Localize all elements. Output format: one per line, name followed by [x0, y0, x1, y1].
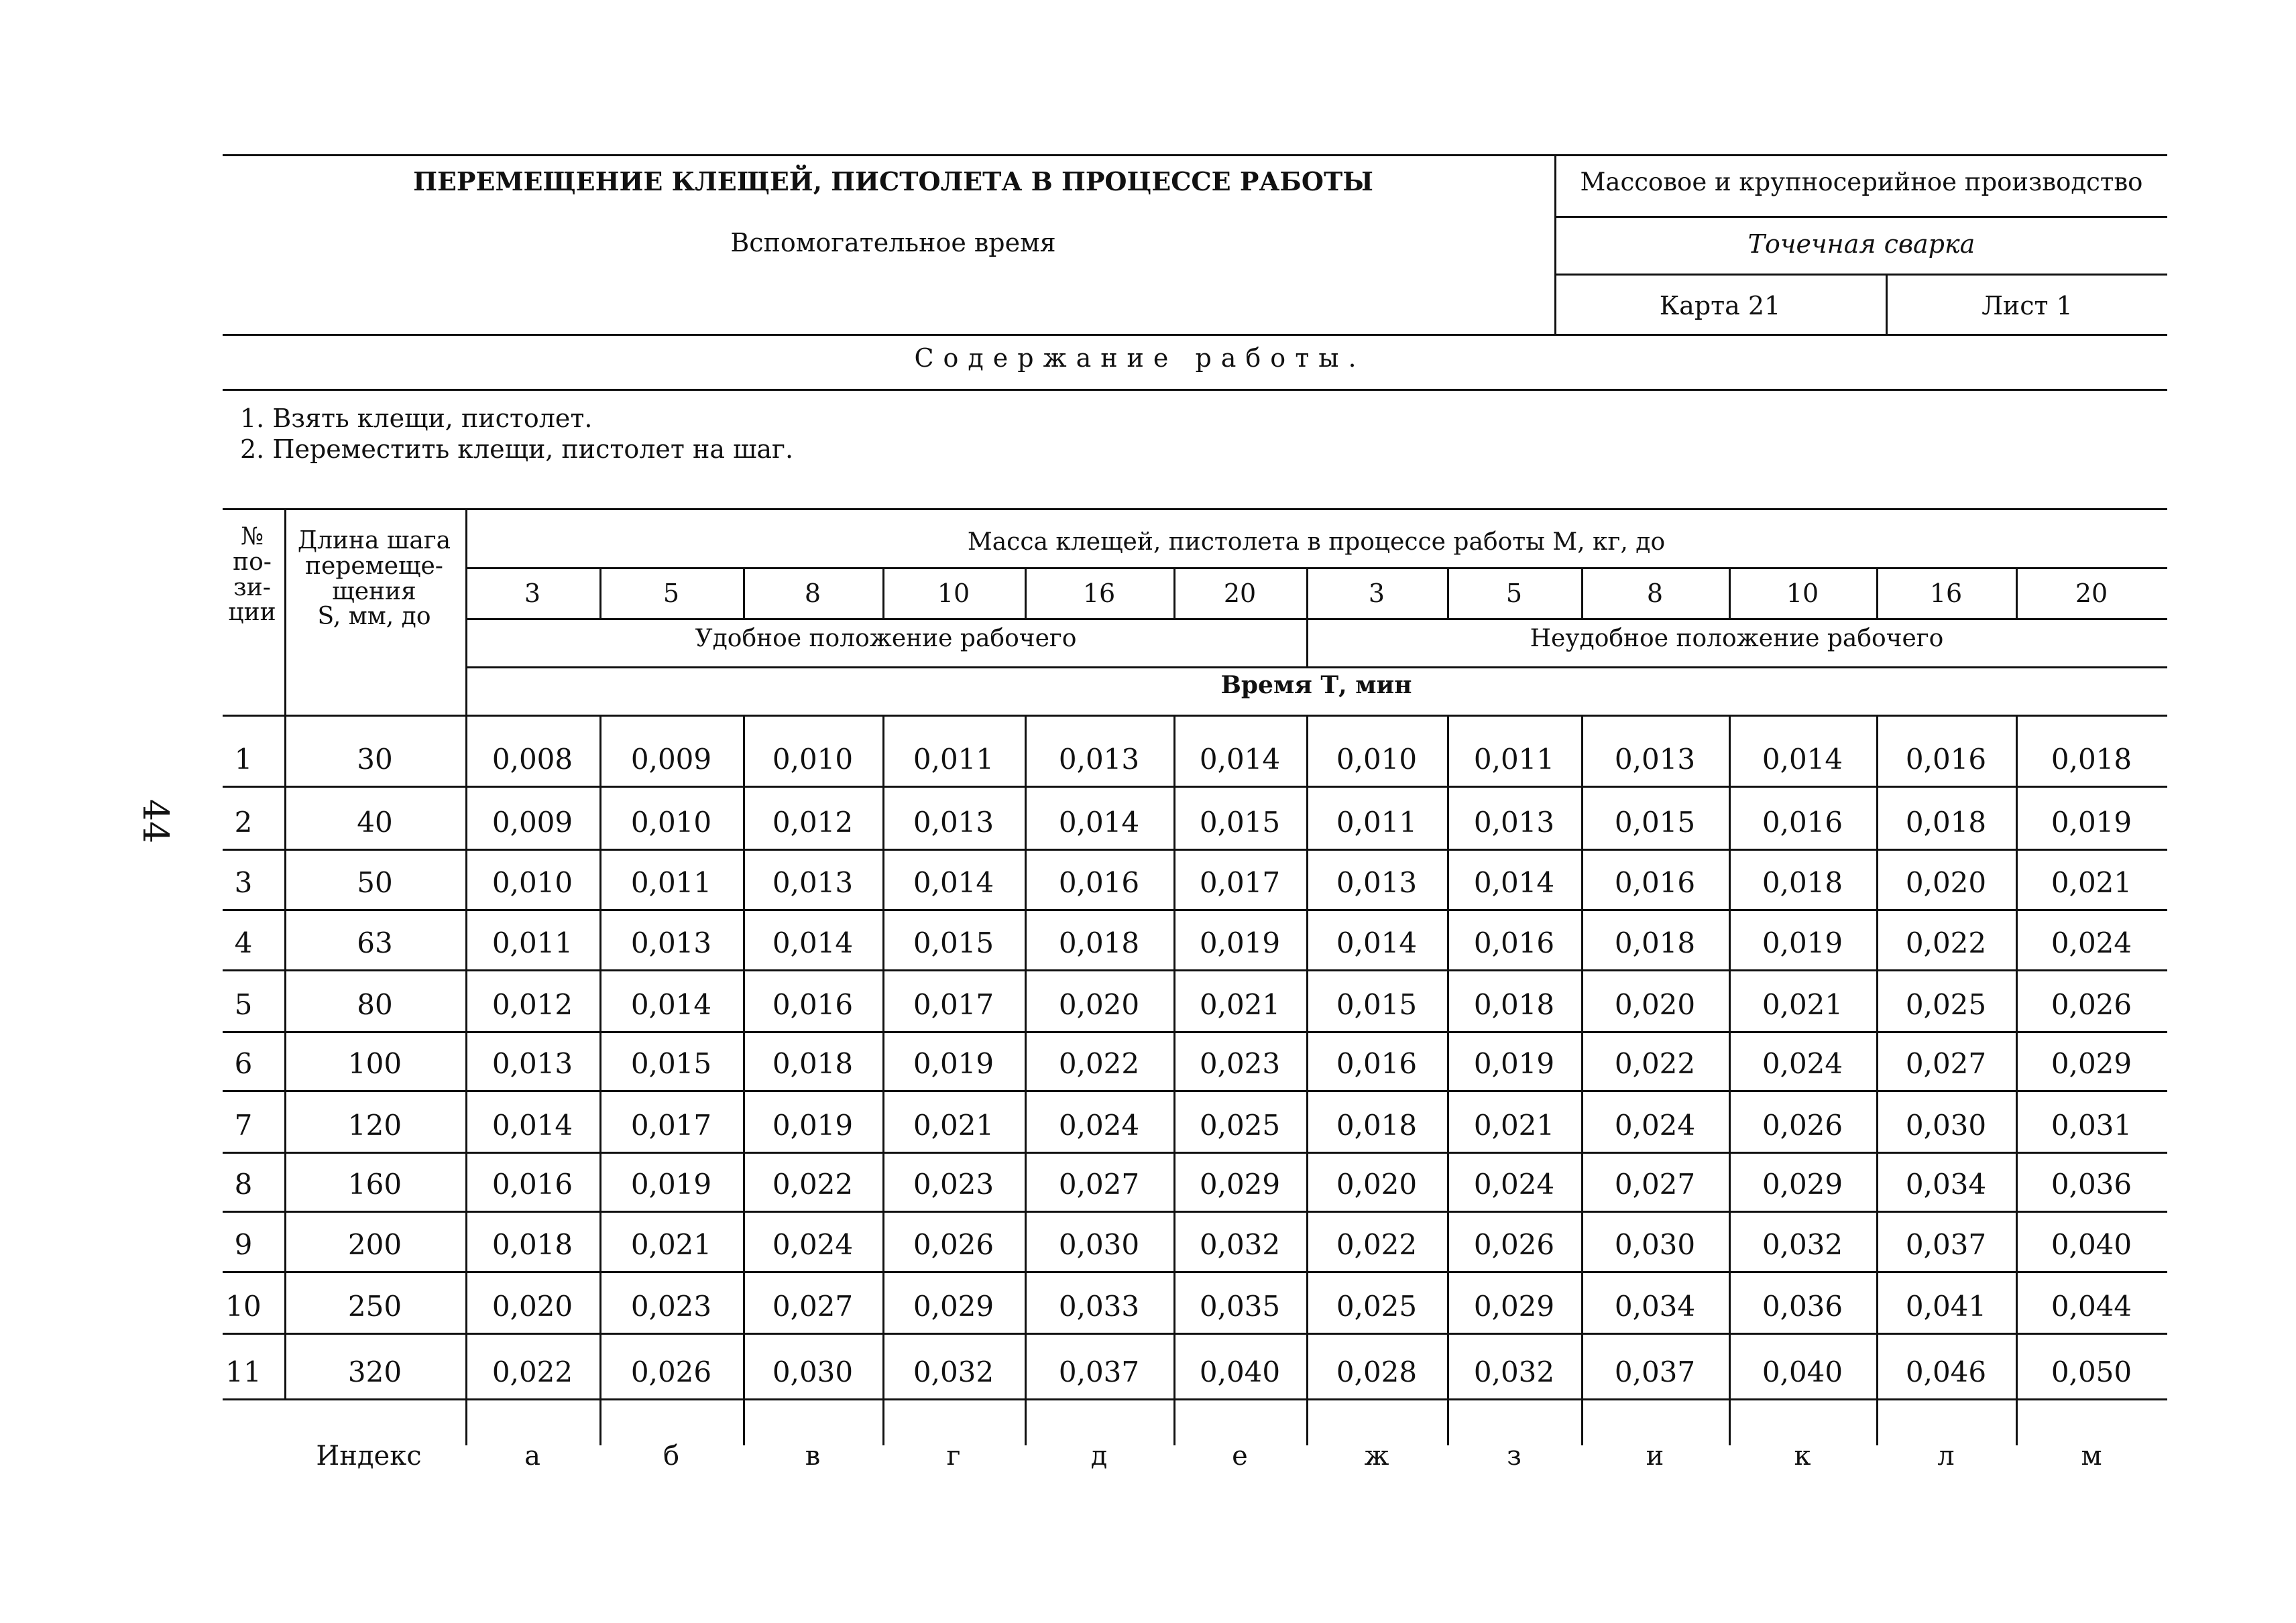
time-cell: 0,013	[492, 1047, 573, 1080]
col-position-header: № по- зи- ции	[228, 523, 276, 627]
production-type: Массовое и крупносерийное производство	[1580, 168, 2143, 196]
time-cell: 0,018	[1614, 926, 1696, 959]
card-number: Карта 21	[1659, 291, 1781, 320]
time-cell: 0,019	[1199, 926, 1281, 959]
page-title: ПЕРЕМЕЩЕНИЕ КЛЕЩЕЙ, ПИСТОЛЕТА В ПРОЦЕССЕ РАБОТЫ	[413, 166, 1373, 196]
time-cell: 0,021	[913, 1109, 994, 1142]
mass-value: 3	[524, 579, 541, 608]
time-cell: 0,010	[1336, 743, 1418, 776]
time-cell: 0,026	[913, 1228, 994, 1261]
time-cell: 0,029	[2051, 1047, 2132, 1080]
time-cell: 0,020	[1614, 988, 1696, 1021]
index-letter: в	[805, 1441, 821, 1471]
time-cell: 0,014	[1762, 743, 1843, 776]
mass-value: 20	[1223, 579, 1257, 608]
mass-value: 16	[1082, 579, 1116, 608]
time-cell: 0,021	[1473, 1109, 1555, 1142]
time-cell: 0,019	[1762, 926, 1843, 959]
mass-header: Масса клещей, пистолета в процессе работы М, кг, до	[967, 528, 1666, 556]
time-cell: 0,018	[2051, 743, 2132, 776]
time-cell: 0,029	[1762, 1168, 1843, 1201]
time-cell: 0,013	[1614, 743, 1696, 776]
time-cell: 0,018	[1058, 926, 1140, 959]
row-rule	[223, 1152, 2167, 1154]
index-letter: е	[1232, 1441, 1248, 1471]
time-cell: 0,030	[772, 1356, 854, 1388]
time-cell: 0,030	[1614, 1228, 1696, 1261]
time-cell: 0,011	[1473, 743, 1555, 776]
time-cell: 0,022	[492, 1356, 573, 1388]
time-cell: 0,035	[1199, 1290, 1281, 1323]
time-cell: 0,016	[1762, 806, 1843, 839]
step-1: 1. Взять клещи, пистолет.	[240, 404, 593, 433]
time-cell: 0,018	[1336, 1109, 1418, 1142]
time-cell: 0,018	[1762, 866, 1843, 899]
time-cell: 0,019	[913, 1047, 994, 1080]
row-step-length: 100	[347, 1047, 402, 1080]
time-cell: 0,009	[630, 743, 712, 776]
step-2: 2. Переместить клещи, пистолет на шаг.	[240, 434, 794, 464]
time-cell: 0,021	[1762, 988, 1843, 1021]
row-step-length: 80	[357, 988, 393, 1021]
time-cell: 0,023	[913, 1168, 994, 1201]
time-cell: 0,019	[1473, 1047, 1555, 1080]
time-cell: 0,012	[492, 988, 573, 1021]
time-cell: 0,018	[1905, 806, 1987, 839]
sheet-number: Лист 1	[1982, 291, 2073, 320]
row-step-length: 250	[347, 1290, 402, 1323]
index-letter: з	[1507, 1441, 1522, 1471]
time-cell: 0,027	[772, 1290, 854, 1323]
row-position: 4	[234, 926, 253, 959]
time-cell: 0,014	[630, 988, 712, 1021]
time-cell: 0,019	[2051, 806, 2132, 839]
row-rule	[223, 909, 2167, 911]
time-cell: 0,009	[492, 806, 573, 839]
row-position: 6	[234, 1047, 253, 1080]
row-rule	[223, 969, 2167, 971]
time-cell: 0,028	[1336, 1356, 1418, 1388]
row-position: 7	[234, 1109, 253, 1142]
time-cell: 0,020	[1058, 988, 1140, 1021]
time-cell: 0,010	[630, 806, 712, 839]
time-cell: 0,024	[1762, 1047, 1843, 1080]
time-cell: 0,011	[630, 866, 712, 899]
time-cell: 0,037	[1614, 1356, 1696, 1388]
time-cell: 0,029	[913, 1290, 994, 1323]
time-cell: 0,030	[1058, 1228, 1140, 1261]
row-rule	[223, 1333, 2167, 1335]
time-cell: 0,024	[1058, 1109, 1140, 1142]
row-position: 1	[234, 743, 253, 776]
time-cell: 0,030	[1905, 1109, 1987, 1142]
mass-value: 8	[1646, 579, 1664, 608]
time-cell: 0,014	[1199, 743, 1281, 776]
row-step-length: 320	[347, 1356, 402, 1388]
row-position: 3	[234, 866, 253, 899]
time-cell: 0,013	[630, 926, 712, 959]
time-cell: 0,023	[1199, 1047, 1281, 1080]
time-cell: 0,018	[492, 1228, 573, 1261]
page-number: 44	[135, 798, 176, 844]
row-rule	[223, 1031, 2167, 1033]
time-cell: 0,029	[1199, 1168, 1281, 1201]
time-cell: 0,021	[1199, 988, 1281, 1021]
time-cell: 0,016	[1473, 926, 1555, 959]
time-cell: 0,014	[492, 1109, 573, 1142]
time-cell: 0,014	[1058, 806, 1140, 839]
row-rule	[223, 1398, 2167, 1400]
time-cell: 0,020	[492, 1290, 573, 1323]
time-cell: 0,014	[1473, 866, 1555, 899]
time-cell: 0,020	[1905, 866, 1987, 899]
time-cell: 0,016	[1905, 743, 1987, 776]
time-cell: 0,019	[772, 1109, 854, 1142]
time-cell: 0,016	[1336, 1047, 1418, 1080]
mass-value: 16	[1929, 579, 1963, 608]
content-heading: Содержание работы.	[914, 343, 1366, 373]
time-cell: 0,022	[1336, 1228, 1418, 1261]
mass-value: 5	[1505, 579, 1523, 608]
time-cell: 0,025	[1199, 1109, 1281, 1142]
time-cell: 0,013	[772, 866, 854, 899]
time-cell: 0,040	[1199, 1356, 1281, 1388]
time-cell: 0,013	[1336, 866, 1418, 899]
row-rule	[223, 1271, 2167, 1273]
time-cell: 0,027	[1905, 1047, 1987, 1080]
row-position: 9	[234, 1228, 253, 1261]
time-cell: 0,024	[1473, 1168, 1555, 1201]
time-cell: 0,016	[492, 1168, 573, 1201]
time-cell: 0,017	[630, 1109, 712, 1142]
time-cell: 0,032	[1199, 1228, 1281, 1261]
mass-value: 5	[663, 579, 680, 608]
time-cell: 0,015	[630, 1047, 712, 1080]
time-cell: 0,037	[1905, 1228, 1987, 1261]
time-cell: 0,026	[1762, 1109, 1843, 1142]
time-cell: 0,010	[492, 866, 573, 899]
index-letter: б	[663, 1441, 680, 1471]
time-cell: 0,027	[1614, 1168, 1696, 1201]
index-letter: д	[1090, 1441, 1108, 1471]
time-cell: 0,022	[772, 1168, 854, 1201]
row-step-length: 40	[357, 806, 393, 839]
time-cell: 0,015	[1614, 806, 1696, 839]
uncomfortable-position: Неудобное положение рабочего	[1530, 625, 1944, 652]
time-cell: 0,050	[2051, 1356, 2132, 1388]
time-cell: 0,008	[492, 743, 573, 776]
index-letter: л	[1937, 1441, 1955, 1471]
time-cell: 0,020	[1336, 1168, 1418, 1201]
index-letter: а	[524, 1441, 540, 1471]
time-cell: 0,024	[1614, 1109, 1696, 1142]
row-step-length: 120	[347, 1109, 402, 1142]
time-cell: 0,022	[1905, 926, 1987, 959]
time-cell: 0,041	[1905, 1290, 1987, 1323]
row-position: 5	[234, 988, 253, 1021]
index-letter: ж	[1364, 1441, 1389, 1471]
row-position: 8	[234, 1168, 253, 1201]
time-cell: 0,014	[772, 926, 854, 959]
time-cell: 0,016	[772, 988, 854, 1021]
index-letter: и	[1646, 1441, 1664, 1471]
time-cell: 0,011	[492, 926, 573, 959]
time-cell: 0,016	[1058, 866, 1140, 899]
time-cell: 0,032	[1473, 1356, 1555, 1388]
time-cell: 0,022	[1614, 1047, 1696, 1080]
time-cell: 0,032	[1762, 1228, 1843, 1261]
time-cell: 0,036	[2051, 1168, 2132, 1201]
time-cell: 0,034	[1614, 1290, 1696, 1323]
time-cell: 0,012	[772, 806, 854, 839]
row-step-length: 30	[357, 743, 393, 776]
index-label: Индекс	[316, 1441, 422, 1471]
row-position: 10	[225, 1290, 262, 1323]
mass-value: 20	[2075, 579, 2108, 608]
time-cell: 0,024	[772, 1228, 854, 1261]
time-cell: 0,014	[913, 866, 994, 899]
time-cell: 0,011	[1336, 806, 1418, 839]
time-cell: 0,017	[913, 988, 994, 1021]
time-cell: 0,023	[630, 1290, 712, 1323]
time-cell: 0,037	[1058, 1356, 1140, 1388]
time-cell: 0,025	[1905, 988, 1987, 1021]
index-letter: м	[2081, 1441, 2102, 1471]
time-cell: 0,022	[1058, 1047, 1140, 1080]
index-letter: г	[946, 1441, 961, 1471]
mass-value: 10	[1786, 579, 1819, 608]
time-cell: 0,029	[1473, 1290, 1555, 1323]
time-cell: 0,015	[1336, 988, 1418, 1021]
time-cell: 0,032	[913, 1356, 994, 1388]
row-position: 11	[225, 1356, 262, 1388]
time-cell: 0,014	[1336, 926, 1418, 959]
comfortable-position: Удобное положение рабочего	[695, 625, 1077, 652]
time-cell: 0,026	[1473, 1228, 1555, 1261]
header-top-rule	[223, 154, 2167, 156]
row-position: 2	[234, 806, 253, 839]
time-cell: 0,040	[2051, 1228, 2132, 1261]
time-cell: 0,010	[772, 743, 854, 776]
row-step-length: 63	[357, 926, 393, 959]
time-cell: 0,021	[2051, 866, 2132, 899]
time-cell: 0,025	[1336, 1290, 1418, 1323]
time-cell: 0,015	[1199, 806, 1281, 839]
time-cell: 0,033	[1058, 1290, 1140, 1323]
time-header: Время Т, мин	[1220, 671, 1412, 699]
time-cell: 0,021	[630, 1228, 712, 1261]
time-cell: 0,040	[1762, 1356, 1843, 1388]
time-cell: 0,011	[913, 743, 994, 776]
mass-value: 10	[937, 579, 970, 608]
row-rule	[223, 1090, 2167, 1092]
time-cell: 0,036	[1762, 1290, 1843, 1323]
process-type: Точечная сварка	[1747, 229, 1975, 259]
row-rule	[223, 786, 2167, 788]
time-cell: 0,044	[2051, 1290, 2132, 1323]
time-cell: 0,017	[1199, 866, 1281, 899]
time-cell: 0,026	[2051, 988, 2132, 1021]
page-subtitle: Вспомогательное время	[730, 228, 1056, 257]
time-cell: 0,024	[2051, 926, 2132, 959]
col-step-length-header: Длина шага перемеще- щения S, мм, до	[297, 527, 451, 631]
row-step-length: 50	[357, 866, 393, 899]
time-cell: 0,018	[772, 1047, 854, 1080]
time-cell: 0,019	[630, 1168, 712, 1201]
time-cell: 0,013	[1058, 743, 1140, 776]
mass-value: 3	[1368, 579, 1385, 608]
time-cell: 0,031	[2051, 1109, 2132, 1142]
time-cell: 0,018	[1473, 988, 1555, 1021]
time-cell: 0,016	[1614, 866, 1696, 899]
time-cell: 0,027	[1058, 1168, 1140, 1201]
time-cell: 0,013	[913, 806, 994, 839]
row-rule	[223, 849, 2167, 851]
row-rule	[223, 1211, 2167, 1213]
row-step-length: 200	[347, 1228, 402, 1261]
time-cell: 0,013	[1473, 806, 1555, 839]
time-cell: 0,026	[630, 1356, 712, 1388]
time-cell: 0,015	[913, 926, 994, 959]
row-step-length: 160	[347, 1168, 402, 1201]
time-cell: 0,046	[1905, 1356, 1987, 1388]
mass-value: 8	[804, 579, 821, 608]
time-cell: 0,034	[1905, 1168, 1987, 1201]
index-letter: к	[1794, 1441, 1811, 1471]
